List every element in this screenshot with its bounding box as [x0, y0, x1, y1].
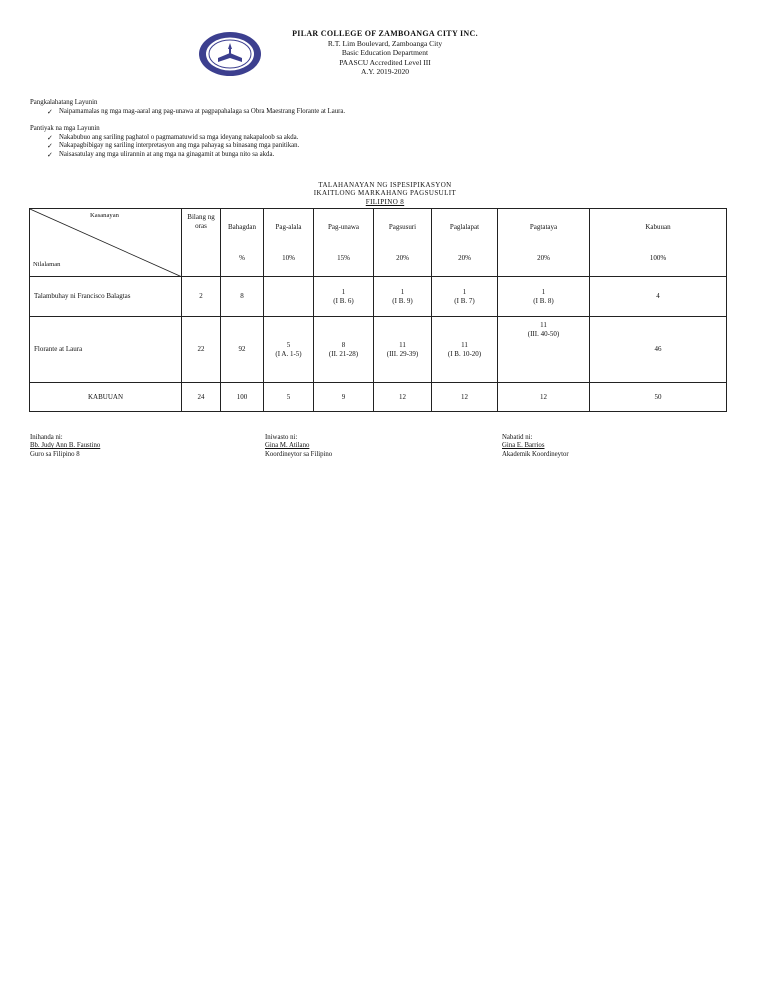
cell-bahagdan: 8 — [221, 277, 264, 317]
cell-bilang: 22 — [182, 317, 221, 383]
header-bilang: Bilang ng oras — [182, 209, 221, 277]
objective-item: ✓ Naipamamalas ng mga mag-aaral ang pag-unawa at pagpapahalaga sa Obra Maestrang Florante at Laura. — [47, 107, 346, 116]
cell-kabuuan: 46 — [590, 317, 727, 383]
checkmark-icon: ✓ — [47, 133, 53, 142]
table-title — [230, 181, 540, 206]
row-label: Talambuhay ni Francisco Balagtas — [30, 277, 182, 317]
content-label: Nilalaman — [33, 261, 61, 268]
header-row — [30, 209, 727, 277]
cell-pagtataya: 1 (I B. 8) — [498, 277, 590, 317]
signature-role: Iniwasto ni: — [265, 434, 298, 441]
table-title-line2: IKAITLONG MARKAHANG PAGSUSULIT — [313, 189, 457, 198]
checkmark-icon: ✓ — [47, 107, 53, 116]
signature-title: Akademik Koordineytor — [502, 450, 569, 458]
signature-role: Inihanda ni: — [30, 434, 63, 441]
general-objectives-title: Pangkalahatang Layunin — [30, 99, 98, 106]
row-label: Florante at Laura — [30, 317, 182, 383]
specific-objectives-list — [30, 134, 730, 160]
objective-item: ✓ Naisasatulay ang mga ulirannin at ang mga na ginagamit at bunga nito sa akda. — [47, 150, 275, 159]
total-pagsusuri: 12 — [374, 383, 432, 412]
signature-name: Bb. Judy Ann B. Faustino — [30, 442, 101, 450]
cell-pagunawa: 1 (I B. 6) — [314, 277, 374, 317]
total-label: KABUUAN — [30, 383, 182, 412]
table-row — [30, 277, 727, 317]
signature-prepared-by — [30, 434, 100, 459]
specification-table — [29, 208, 727, 412]
diagonal-header-cell — [30, 209, 182, 277]
objectives-section — [30, 99, 730, 160]
table-title-line1: TALAHANAYAN NG ISPESIPIKASYON — [318, 181, 452, 189]
cell-pagalala — [264, 277, 314, 317]
school-name: PILAR COLLEGE OF ZAMBOANGA CITY INC. — [292, 29, 478, 38]
signature-noted-by — [502, 434, 569, 459]
total-pagalala: 5 — [264, 383, 314, 412]
skills-label: Kasanayan — [90, 212, 119, 219]
department: Basic Education Department — [341, 48, 429, 58]
header-pagunawa: Pag-unawa 15% — [314, 209, 374, 277]
checkmark-icon: ✓ — [47, 150, 53, 159]
total-bilang: 24 — [182, 383, 221, 412]
header-pagsusuri: Pagsusuri 20% — [374, 209, 432, 277]
header-pagtataya: Pagtataya 20% — [498, 209, 590, 277]
table-title-line3: FILIPINO 8 — [365, 197, 405, 206]
signature-checked-by — [265, 434, 332, 459]
general-objectives-list — [30, 108, 730, 117]
signature-role: Nabatid ni: — [502, 434, 533, 441]
objective-item: ✓ Nakabubuo ang sariling paghatol o pagmamatuwid sa mga ideyang nakapaloob sa akda. — [47, 133, 299, 142]
cell-paglalapat: 1 (I B. 7) — [432, 277, 498, 317]
accreditation: PAASCU Accredited Level III — [339, 57, 431, 67]
total-paglalapat: 12 — [432, 383, 498, 412]
total-pagtataya: 12 — [498, 383, 590, 412]
total-row — [30, 383, 727, 412]
header-pagalala: Pag-alala 10% — [264, 209, 314, 277]
signature-name: Gina M. Atilano — [265, 442, 310, 450]
header-bahagdan: Bahagdan % — [221, 209, 264, 277]
cell-bilang: 2 — [182, 277, 221, 317]
total-bahagdan: 100 — [221, 383, 264, 412]
cell-kabuuan: 4 — [590, 277, 727, 317]
cell-pagsusuri: 11 (III. 29-39) — [374, 317, 432, 383]
total-pagunawa: 9 — [314, 383, 374, 412]
objective-item: ✓ Nakapagbibigay ng sariling interpretasyon ang mga pahayag sa binasang mga panitikan. — [47, 142, 300, 151]
cell-paglalapat: 11 (I B. 10-20) — [432, 317, 498, 383]
checkmark-icon: ✓ — [47, 142, 53, 151]
signature-title: Koordineytor sa Filipino — [265, 450, 333, 458]
cell-pagsusuri: 1 (I B. 9) — [374, 277, 432, 317]
signature-title: Guro sa Filipino 8 — [30, 450, 80, 458]
cell-bahagdan: 92 — [221, 317, 264, 383]
total-kabuuan: 50 — [590, 383, 727, 412]
header-paglalapat: Paglalapat 20% — [432, 209, 498, 277]
cell-pagalala: 5 (I A. 1-5) — [264, 317, 314, 383]
cell-pagtataya: 11 (III. 40-50) — [498, 317, 590, 383]
signature-name: Gina E. Barrios — [502, 442, 545, 450]
document-header — [230, 29, 540, 77]
school-address: R.T. Lim Boulevard, Zamboanga City — [327, 38, 443, 48]
cell-pagunawa: 8 (II. 21-28) — [314, 317, 374, 383]
table-row — [30, 317, 727, 383]
school-year: A.Y. 2019-2020 — [361, 67, 409, 77]
header-kabuuan: Kabuuan 100% — [590, 209, 727, 277]
specific-objectives-title: Pantiyak na mga Layunin — [30, 125, 100, 133]
